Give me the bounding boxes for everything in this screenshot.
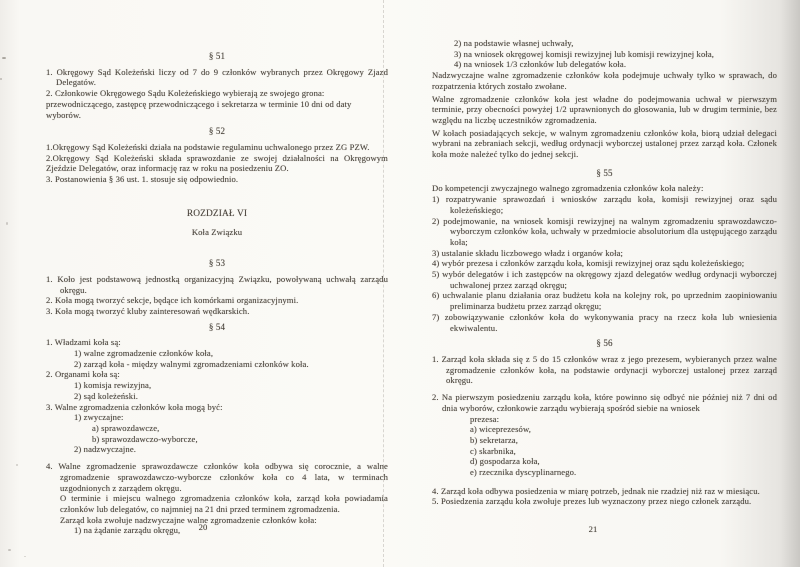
scan-artifact [2, 57, 6, 59]
section-53-item-3: 3. Koła mogą tworzyć kluby zainteresowań wędkarskich. [46, 305, 250, 316]
section-54-list-1-1: 1) walne zgromadzenie członków koła, [74, 348, 214, 359]
section-51-heading: § 51 [208, 51, 226, 61]
section-55-item-5: 5) wybór delegatów i ich zastępców na okręgowy zjazd delegatów według ordynacji wyborczej uchwalonej przez zarząd okręgu; [432, 269, 777, 290]
paragraph-nadzwyczajne: Nadzwyczajne walne zgromadzenie członków koła podejmuje uchwały tylko w sprawach, do rozpatrzenia których zostało zwołane. [432, 70, 777, 91]
section-55-item-6: 6) uchwalanie planu działania oraz budżetu koła na kolejny rok, po uprzednim zaopiniowaniu preliminarza budżetu przez zarząd okręgu; [432, 290, 777, 312]
chapter-subtitle: Koła Związku [191, 227, 243, 238]
section-53-item-1: 1. Koło jest podstawową jednostką organizacyjną Związku, powoływaną uchwałą zarządu okręgu. [46, 273, 388, 295]
section-52-paragraph-2: 2.Okręgowy Sąd Koleżeński składa sprawozdanie ze swojej działalności na Okręgowym Zjeździe Delegatów, oraz informację raz w roku na posiedzeniu ZO. [46, 152, 388, 174]
section-54-paragraph-4b: O terminie i miejscu walnego zgromadzenia członków koła, zarząd koła powiadamia członków lub delegatów, co najmniej na 21 dni przed terminem zgromadzenia. [60, 493, 388, 514]
section-56-paragraph-5: 5. Posiedzenia zarządu koła zwołuje prezes lub wyznaczony przez niego członek zarządu. [432, 496, 752, 507]
section-54-paragraph-4c: Zarząd koła zwołuje nadzwyczajne walne zgromadzenie członków koła: [60, 514, 317, 525]
section-56-letter-d: d) gospodarza koła, [470, 456, 540, 467]
section-56-letter-b: b) sekretarza, [470, 434, 518, 445]
paragraph-walne-zgromadzenie: Walne zgromadzenie członków koła jest władne do podejmowania uchwał w pierwszym terminie, przy obecności powyżej 1/2 uprawnionych do głosowania, lub w drugim terminie, bez względu na liczbę uczestników zgromadzenia. [432, 93, 777, 125]
section-55-heading: § 55 [596, 167, 613, 178]
section-54-list-2-1: 1) komisja rewizyjna, [74, 380, 152, 391]
section-56-paragraph-2: 2. Na pierwszym posiedzeniu zarządu koła, które powinno się odbyć nie później niż 7 dni od dnia wyborów, członkowie zarządu wybierają spośród siebie na wniosek [432, 392, 777, 413]
section-52-heading: § 52 [208, 126, 226, 137]
section-56-paragraph-4: 4. Zarząd koła odbywa posiedzenia w miarę potrzeb, jednak nie rzadziej niż raz w miesiącu. [432, 485, 760, 496]
section-52-paragraph-1: 1.Okręgowy Sąd Koleżeński działa na podstawie regulaminu uchwalonego przez ZG PZW. [46, 141, 370, 152]
section-54-list-3-1a: a) sprawozdawcze, [92, 422, 160, 433]
scan-artifact [16, 464, 18, 466]
section-55-item-4: 4) wybór prezesa i członków zarządu koła, komisji rewizyjnej oraz sądu koleżeńskiego; [432, 258, 745, 269]
section-56-paragraph-2-lead: prezesa: [470, 413, 500, 424]
section-54-list-2: 2. Organami koła są: [46, 369, 120, 380]
section-54-list-3-2: 2) nadzwyczajne. [74, 444, 137, 455]
continued-item-2: 2) na podstawie własnej uchwały, [454, 38, 574, 48]
section-54-paragraph-4d: 1) na żądanie zarządu okręgu, [74, 525, 181, 536]
section-54-list-1: 1. Władzami koła są: [46, 337, 121, 348]
section-51-paragraph-1: 1. Okręgowy Sąd Koleżeński liczy od 7 do 9 członków wybranych przez Okręgowy Zjazd Delegatów. [46, 66, 388, 88]
left-page [46, 46, 388, 536]
section-55-item-7: 7) zobowiązywanie członków koła do wykonywania pracy na rzecz koła lub wniesienia ekwiwalentu. [432, 311, 777, 333]
chapter-title: ROZDZIAŁ VI [186, 208, 248, 219]
section-56-letter-a: a) wiceprezesów, [470, 424, 532, 435]
section-54-list-3-1b: b) sprawozdawczo-wyborcze, [92, 433, 198, 444]
section-56-letter-e: e) rzecznika dyscyplinarnego. [470, 467, 577, 478]
page-number-left: 20 [198, 522, 208, 532]
section-54-list-2-2: 2) sąd koleżeński. [74, 390, 138, 401]
section-54-paragraph-4a: 4. Walne zgromadzenie sprawozdawcze członków koła odbywa się corocznie, a walne zgromadzenie sprawozdawczo-wyborcze członków koła co 4 lata, w terminach uzgodnionych z zarządem okręgu. [46, 461, 388, 493]
section-53-item-2: 2. Koła mogą tworzyć sekcje, będące ich komórkami organizacyjnymi. [46, 295, 299, 306]
continued-item-4: 4) na wniosek 1/3 członków lub delegatów koła. [454, 59, 627, 70]
scan-artifact [24, 556, 26, 557]
scan-artifact [6, 222, 8, 225]
section-56-paragraph-1: 1. Zarząd koła składa się z 5 do 15 członków wraz z jego prezesem, wybieranych przez walne zgromadzenie członków koła, na podstawie ordynacji wyborczej ustalonej przez zarząd okręgu. [432, 353, 777, 386]
paragraph-sekcje: W kołach posiadających sekcje, w walnym zgromadzeniu członków koła, biorą udział delegaci wybrani na zebraniach sekcji, według ordynacji wyborczej ustalonej przez zarząd koła. Członek koła może należeć tylko do jednej sekcji. [432, 127, 777, 160]
scan-artifact [0, 78, 2, 80]
section-55-item-1: 1) rozpatrywanie sprawozdań i wniosków zarządu koła, komisji rewizyjnej oraz sądu koleżeńskiego; [432, 194, 777, 215]
section-51-paragraph-2: 2. Członkowie Okręgowego Sądu Koleżeńskiego wybierają ze swojego grona: przewodniczącego, zastępcę przewodniczącego i sekretarza w terminie 10 dni od daty wyborów. [46, 88, 352, 120]
continued-item-3: 3) na wniosek okręgowej komisji rewizyjnej lub komisji rewizyjnej koła, [454, 48, 715, 59]
section-56-letter-c: c) skarbnika, [470, 445, 516, 456]
section-52-paragraph-3: 3. Postanowienia § 36 ust. 1. stosuje się odpowiednio. [46, 174, 239, 185]
section-55-item-2: 2) podejmowanie, na wniosek komisji rewizyjnej na walnym zgromadzeniu sprawozdawczo-wyborczym członków koła, uchwały w przedmiocie absolutorium dla ustępującego zarządu koła; [432, 215, 777, 247]
section-54-list-3-1: 1) zwyczajne: [74, 412, 124, 423]
section-53-heading: § 53 [208, 258, 226, 269]
scan-artifact [8, 549, 11, 551]
section-54-list-3: 3. Walne zgromadzenia członków koła mogą być: [46, 401, 223, 412]
page-number-right: 21 [588, 524, 598, 534]
section-56-heading: § 56 [596, 338, 613, 349]
right-page [432, 38, 777, 507]
section-54-list-1-2: 2) zarząd koła - między walnymi zgromadzeniami członków koła. [74, 358, 309, 369]
section-55-item-3: 3) ustalanie składu liczbowego władz i organów koła; [432, 247, 624, 258]
section-55-intro: Do kompetencji zwyczajnego walnego zgromadzenia członków koła należy: [432, 183, 704, 194]
section-54-heading: § 54 [208, 321, 226, 332]
